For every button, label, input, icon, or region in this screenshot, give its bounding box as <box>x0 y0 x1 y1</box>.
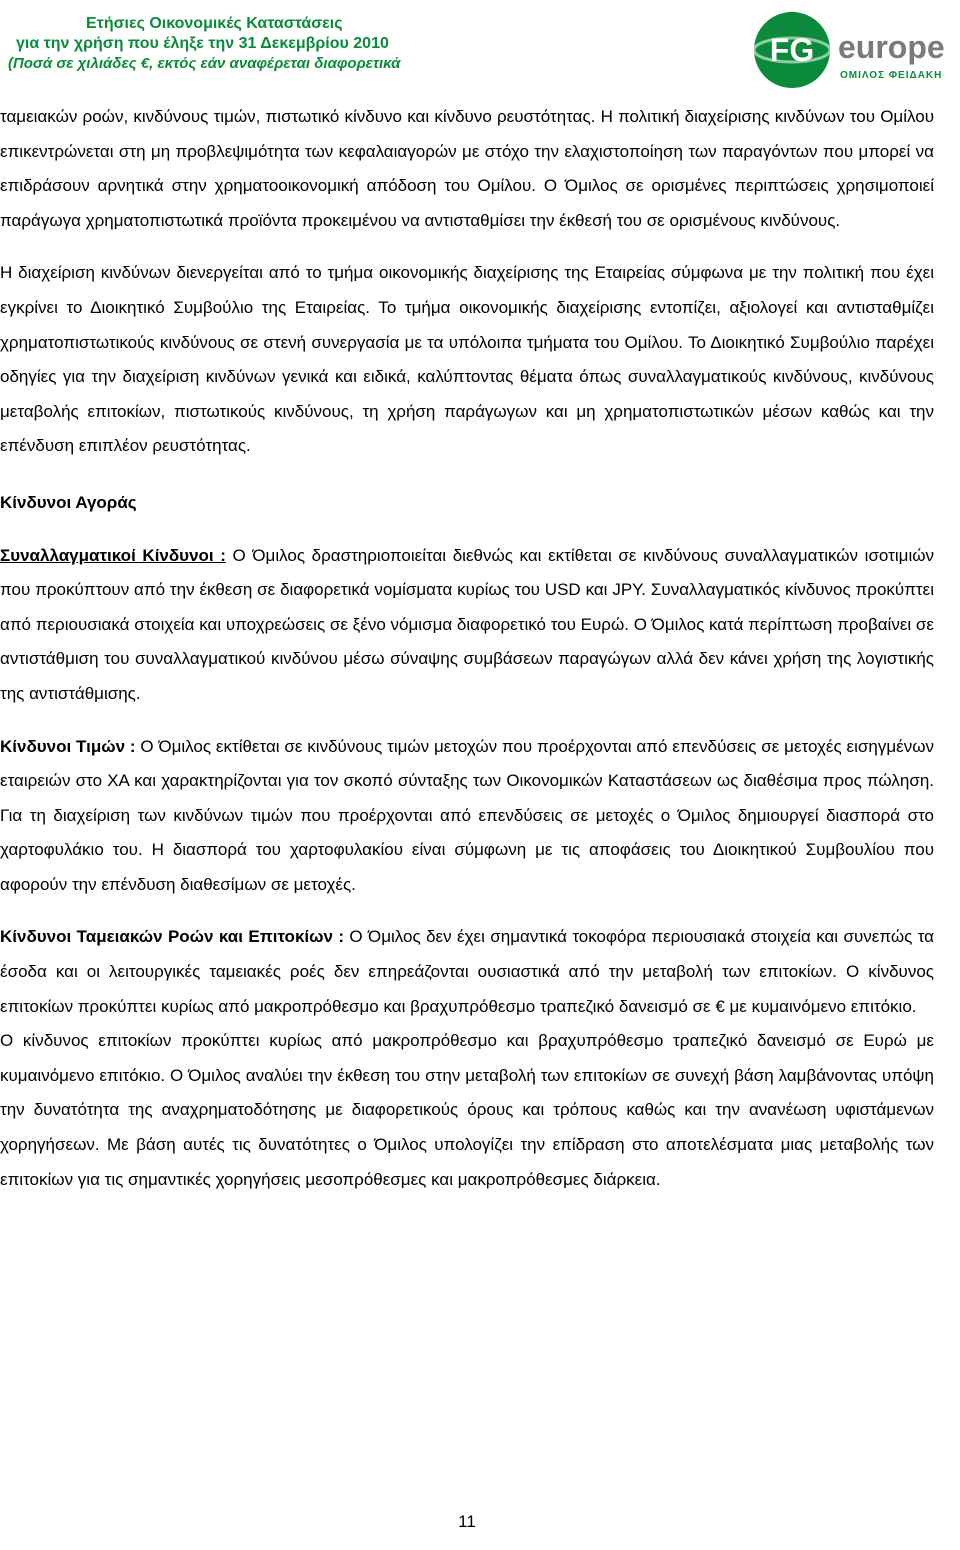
document-body <box>0 100 934 1197</box>
logo-mark: FG <box>769 32 815 68</box>
fx-risk-text: Ο Όμιλος δραστηριοποιείται διεθνώς και εκτίθεται σε κινδύνους συναλλαγματικών ισοτιμιών που προκύπτουν από την έκθεση σε διαφορετικά νομίσματα κυρίως του USD και JPY. Συναλλαγματικός κίνδυνος προκύπτει από περιουσιακά στοιχεία και υποχρεώσεις σε ξένο νόμισμα διαφορετικό του Ευρώ. Ο Όμιλος κατά περίπτωση προβαίνει σε αντιστάθμιση του συναλλαγματικού κινδύνου μέσω σύναψης συμβάσεων παραγώγων αλλά δεν κάνει χρήση της λογιστικής της αντιστάθμισης. <box>0 545 934 703</box>
page-number: 11 <box>458 1512 476 1531</box>
paragraph-risk-policy: ταμειακών ροών, κινδύνους τιμών, πιστωτικό κίνδυνο και κίνδυνο ρευστότητας. Η πολιτική διαχείρισης κινδύνων του Ομίλου επικεντρώνεται στη μη προβλεψιμότητα των κεφαλαιαγορών με στόχο την ελαχιστοποίηση των παραγόντων που μπορεί να επιδράσουν αρνητικά στην χρηματοοικονομική απόδοση του Ομίλου. Ο Όμιλος σε ορισμένες περιπτώσεις χρησιμοποιεί παράγωγα χρηματοπιστωτικά προϊόντα προκειμένου να αντισταθμίσει την έκθεσή του σε ορισμένους κινδύνους. <box>0 107 934 230</box>
fg-europe-logo <box>752 6 952 94</box>
report-period: για την χρήση που έληξε την 31 Δεκεμβρίου 2010 <box>16 35 389 52</box>
report-title: Ετήσιες Οικονομικές Καταστάσεις <box>86 15 343 32</box>
logo-brand: europe <box>838 29 945 65</box>
price-risk-text: Ο Όμιλος εκτίθεται σε κινδύνους τιμών μετοχών που προέρχονται από επενδύσεις σε μετοχές εισηγμένων εταιρειών στο ΧΑ και χαρακτηρίζονται για τον σκοπό σύνταξης των Οικονομικών Καταστάσεων ως διαθέσιμα προς πώληση. Για τη διαχείριση των κινδύνων τιμών που προέρχονται από επενδύσεις σε μετοχές ο Όμιλος δημιουργεί διασπορά στο χαρτοφυλάκιο του. Η διασπορά του χαρτοφυλακίου είναι σύμφωνη με τις αποφάσεις του Διοικητικού Συμβουλίου που αφορούν την επένδυση διαθεσίμων σε μετοχές. <box>0 736 934 894</box>
paragraph-price-risk <box>0 730 934 903</box>
paragraph-cash-flow-risk <box>0 920 934 1024</box>
heading-market-risks: Κίνδυνοι Αγοράς <box>0 492 137 512</box>
cash-flow-risk-text: Ο Όμιλος δεν έχει σημαντικά τοκοφόρα περιουσιακά στοιχεία και συνεπώς τα έσοδα και οι λειτουργικές ταμειακές ροές δεν επηρεάζονται ουσιαστικά από την μεταβολή των επιτοκίων. Ο κίνδυνος επιτοκίων προκύπτει κυρίως από μακροπρόθεσμο και βραχυπρόθεσμο τραπεζικό δανεισμό σε € με κυμαινόμενο επιτόκιο. <box>0 927 935 1016</box>
paragraph-risk-management: Η διαχείριση κινδύνων διενεργείται από το τμήμα οικονομικής διαχείρισης της Εταιρείας σύμφωνα με την πολιτική που έχει εγκρίνει το Διοικητικό Συμβούλιο της Εταιρείας. Το τμήμα οικονομικής διαχείρισης εντοπίζει, αξιολογεί και αντισταθμίζει χρηματοπιστωτικούς κινδύνους σε στενή συνεργασία με τα υπόλοιπα τμήματα του Ομίλου. Το Διοικητικό Συμβούλιο παρέχει οδηγίες για την διαχείριση κινδύνων γενικά και ειδικά, καλύπτοντας θέματα όπως συναλλαγματικούς κινδύνους, κινδύνους μεταβολής επιτοκίων, πιστωτικούς κινδύνους, τη χρήση παράγωγων και μη χρηματοπιστωτικών μέσων καθώς και την επένδυση επιπλέον ρευστότητας. <box>0 263 934 456</box>
fx-risk-lead: Συναλλαγματικοί Κίνδυνοι : <box>0 545 226 565</box>
cash-flow-risk-lead: Κίνδυνοι Ταμειακών Ροών και Επιτοκίων : <box>0 927 345 947</box>
page-header <box>0 0 960 100</box>
paragraph-interest-rate-risk: Ο κίνδυνος επιτοκίων προκύπτει κυρίως από μακροπρόθεσμο και βραχυπρόθεσμο τραπεζικό δανεισμό σε Ευρώ με κυμαινόμενο επιτόκιο. Ο Όμιλος αναλύει την έκθεση του στην μεταβολή των επιτοκίων σε συνεχή βάση λαμβάνοντας υπόψη την δυνατότητα της αναχρηματοδότησης με διαφορετικούς όρους και τρόπους καθώς και την ανανέωση υφιστάμενων χορηγήσεων. Με βάση αυτές τις δυνατότητες ο Όμιλος υπολογίζει την επίδραση στο αποτελέσματα μιας μεταβολής των επιτοκίων για τις σημαντικές χορηγήσεις μεσοπρόθεσμες και μακροπρόθεσμες διάρκεια. <box>0 1031 934 1189</box>
report-title-block <box>8 14 608 74</box>
paragraph-fx-risk <box>0 539 934 712</box>
logo-subtitle: ΟΜΙΛΟΣ ΦΕΙΔΑΚΗ <box>840 70 943 81</box>
report-units-note: (Ποσά σε χιλιάδες €, εκτός εάν αναφέρεται διαφορετικά <box>8 55 401 72</box>
price-risk-lead: Κίνδυνοι Τιμών : <box>0 736 136 756</box>
